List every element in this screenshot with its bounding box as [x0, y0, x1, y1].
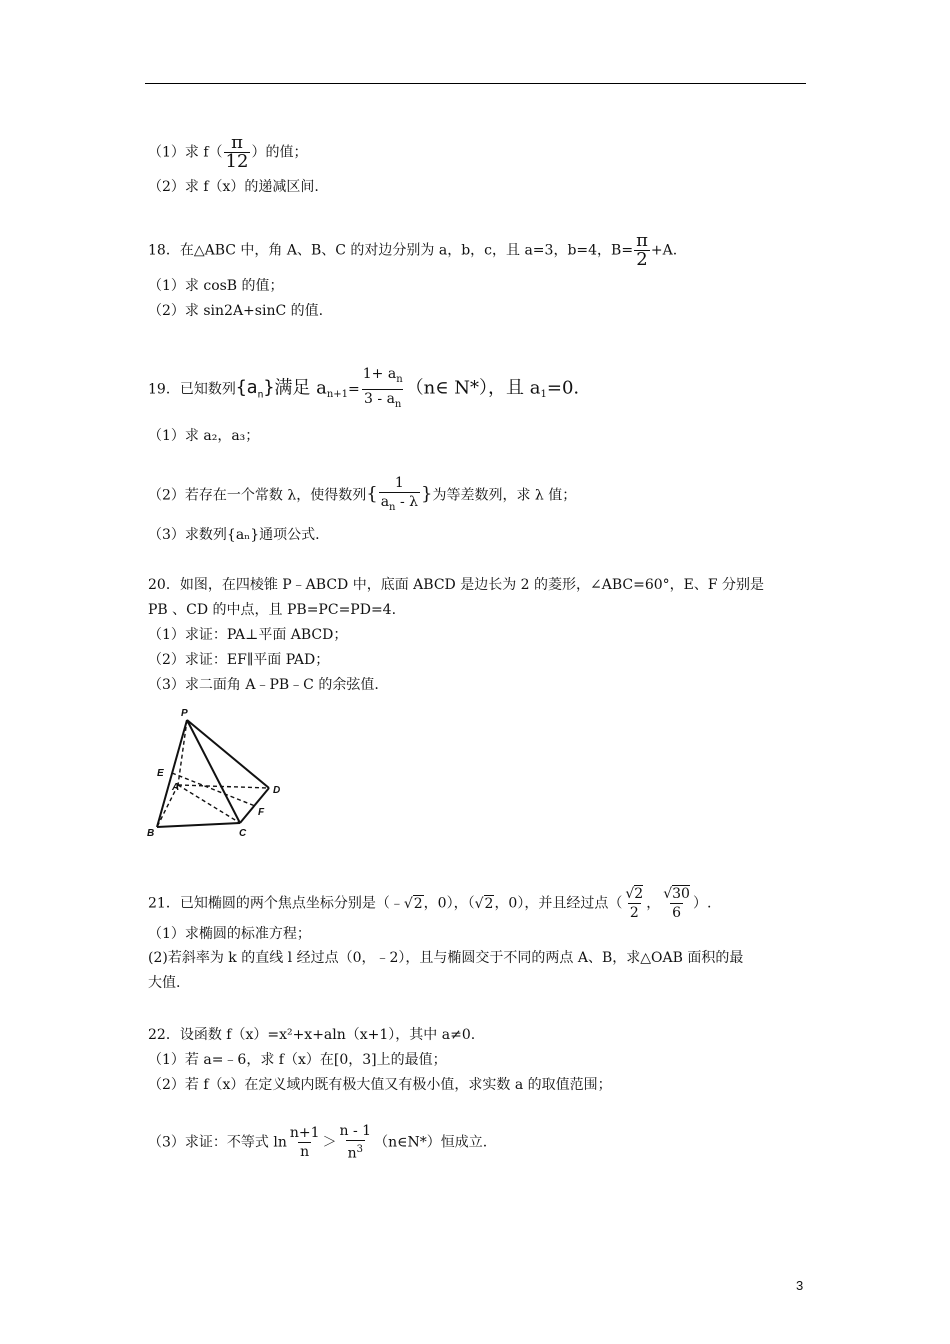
q20-part1: （1）求证：PA⊥平面 ABCD；	[148, 627, 348, 643]
q17-part2: （2）求 f（x）的递减区间.	[148, 179, 319, 195]
q21-part1: （1）求椭圆的标准方程；	[148, 926, 311, 942]
q21-fraction-2: $\frac{√30}{6}$	[663, 886, 690, 921]
edge-BC	[157, 823, 240, 827]
q22-fraction-1: $\frac{n+1}{n}$	[289, 1124, 320, 1160]
sqrt-2-b: √2	[474, 895, 494, 912]
q22-part1: （1）若 a=﹣6，求 f（x）在[0，3]上的最值；	[148, 1052, 447, 1068]
q21-part2-line2: 大值.	[148, 975, 181, 991]
q19-part3: （3）求数列{aₙ}通项公式.	[148, 527, 320, 543]
q20-stem-line1: 20．如图，在四棱锥 P﹣ABCD 中，底面 ABCD 是边长为 2 的菱形，∠ABC=60°，E、F 分别是	[148, 577, 765, 593]
q21-stem: 21．已知椭圆的两个焦点坐标分别是（﹣√2，0），（√2，0），并且经过点（ $\frac{√2}{2}$ ， $\frac{√30}{6}$ ）.	[148, 886, 712, 921]
label-E: E	[157, 768, 164, 779]
pyramid-figure	[145, 705, 290, 840]
q17-part1: （1）求 f（ $\frac{\pi}{12}$ ）的值；	[148, 132, 308, 172]
q17-fraction: $\frac{\pi}{12}$	[225, 132, 249, 172]
header-rule	[145, 83, 806, 84]
q22-stem: 22．设函数 f（x）=x²+x+aln（x+1），其中 a≠0.	[148, 1027, 476, 1043]
q21-part2-line1: (2)若斜率为 k 的直线 l 经过点（0，﹣2），且与椭圆交于不同的两点 A、B，求△OAB 面积的最	[148, 950, 744, 966]
q19-part2-fraction: $\frac{1}{a_n - \lambda}$	[379, 474, 420, 517]
q17-part1-text: （1）求 f（	[148, 144, 223, 161]
q19-part2: （2）若存在一个常数 λ，使得数列{ $\frac{1}{a_n - \lambda}$ }为等差数列，求 λ 值；	[148, 474, 576, 517]
edge-CD	[240, 788, 269, 823]
q22-part3: （3）求证：不等式 ln $\frac{n+1}{n}$ ＞ $\frac{n - 1}{n^3}$ （n∈N*）恒成立.	[148, 1123, 488, 1162]
label-D: D	[273, 785, 281, 796]
label-F: F	[258, 807, 265, 818]
edge-PD	[187, 720, 269, 788]
label-A: A	[172, 782, 180, 793]
label-B: B	[147, 828, 155, 839]
q18-part2: （2）求 sin2A+sinC 的值.	[148, 303, 324, 319]
q20-stem-line2: PB 、CD 的中点，且 PB=PC=PD=4.	[148, 602, 397, 618]
q19-stem: 19．已知数列$\{a_n\}$满足 $a_{n+1}=$ $\frac{1+ a_n}{3 - a_n}$ （n∈ N*），且 $a_1=0$.	[148, 365, 579, 414]
q20-part2: （2）求证：EF∥平面 PAD；	[148, 652, 330, 668]
q18-fraction: $\frac{\pi}{2}$	[636, 230, 648, 270]
edge-AD	[178, 785, 269, 788]
label-P: P	[181, 708, 188, 719]
q18-part1: （1）求 cosB 的值；	[148, 278, 284, 294]
q22-part2: （2）若 f（x）在定义域内既有极大值又有极小值，求实数 a 的取值范围；	[148, 1077, 612, 1093]
q20-part3: （3）求二面角 A﹣PB﹣C 的余弦值.	[148, 677, 379, 693]
sqrt-2-a: √2	[403, 895, 423, 912]
label-C: C	[239, 828, 247, 839]
q18-stem: 18．在△ABC 中，角 A、B、C 的对边分别为 a，b，c，且 a=3，b=4，B= $\frac{\pi}{2}$ +A.	[148, 230, 678, 270]
q19-fraction: $\frac{1+ a_n}{3 - a_n}$	[361, 365, 405, 414]
q21-fraction-1: $\frac{√2}{2}$	[625, 886, 644, 921]
q22-fraction-2: $\frac{n - 1}{n^3}$	[339, 1123, 372, 1162]
q19-part1: （1）求 a₂，a₃；	[148, 428, 260, 444]
page-number: 3	[796, 1278, 804, 1293]
